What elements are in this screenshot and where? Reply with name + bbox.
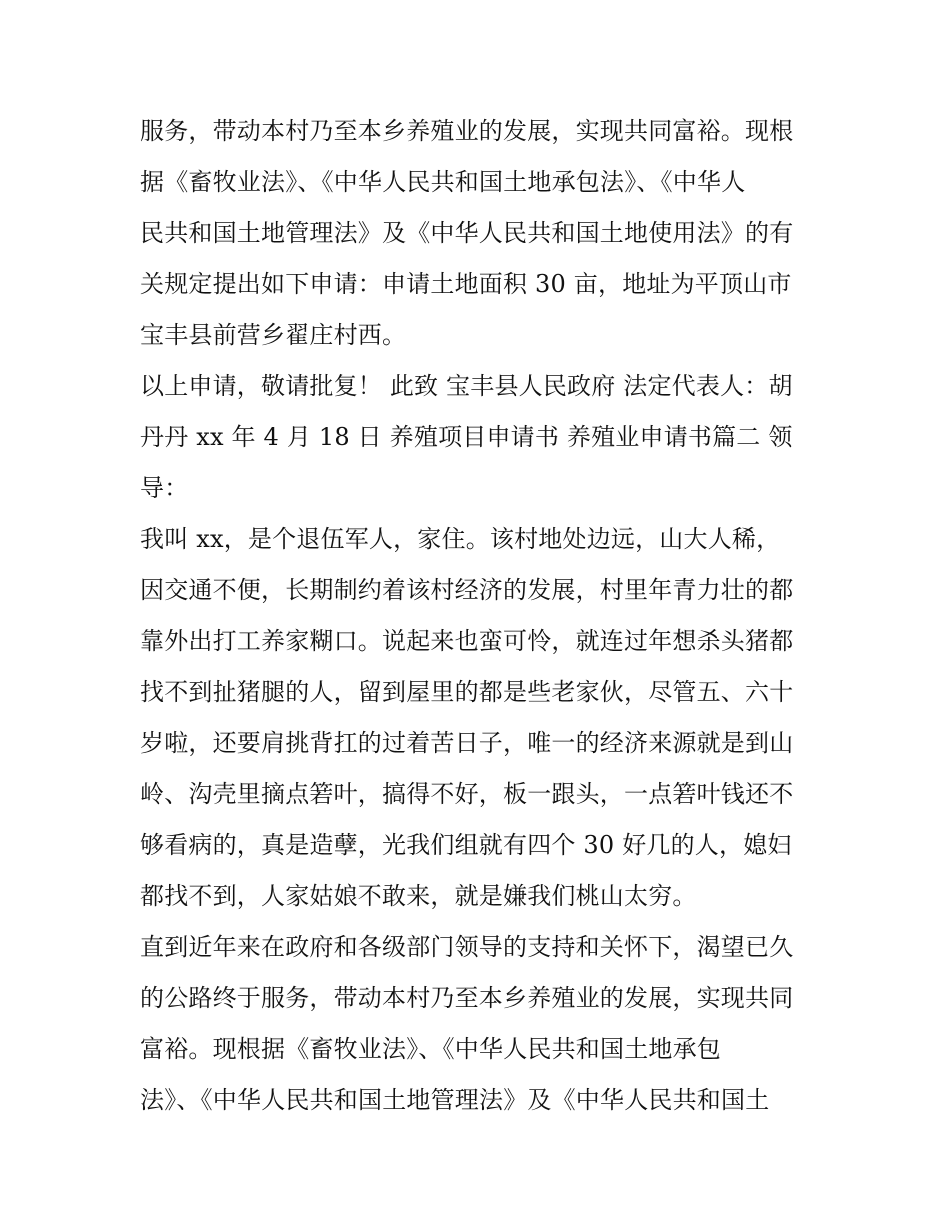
text-line: 我叫 xx，是个退伍军人，家住。该村地处边远，山大人稀，: [140, 525, 781, 553]
text-line: 找不到扯猪腿的人，留到屋里的都是些老家伙，尽管五、六十: [140, 678, 794, 706]
text-line: 丹丹 xx 年 4 月 18 日 养殖项目申请书 养殖业申请书篇二 领: [140, 423, 793, 451]
text-line: 导：: [140, 474, 189, 502]
text-line: 岁啦，还要肩挑背扛的过着苦日子，唯一的经济来源就是到山: [140, 729, 794, 757]
text-line: 都找不到，人家姑娘不敢来，就是嫌我们桃山太穷。: [140, 882, 697, 910]
text-line: 以上申请，敬请批复！ 此致 宝丰县人民政府 法定代表人：胡: [140, 372, 793, 400]
text-line: 服务，带动本村乃至本乡养殖业的发展，实现共同富裕。现根: [140, 117, 794, 145]
text-line: 关规定提出如下申请：申请土地面积 30 亩，地址为平顶山市: [140, 270, 792, 298]
text-line: 的公路终于服务，带动本村乃至本乡养殖业的发展，实现共同: [140, 984, 794, 1012]
text-line: 直到近年来在政府和各级部门领导的支持和关怀下，渴望已久: [140, 933, 794, 961]
text-line: 民共和国土地管理法》及《中华人民共和国土地使用法》的有: [140, 219, 794, 247]
body-text: [140, 106, 820, 1126]
text-line: 因交通不便，长期制约着该村经济的发展，村里年青力壮的都: [140, 576, 794, 604]
text-line: 宝丰县前营乡翟庄村西。: [140, 321, 407, 349]
text-line: 法》、《中华人民共和国土地管理法》及《中华人民共和国土: [140, 1086, 770, 1114]
text-line: 靠外出打工养家糊口。说起来也蛮可怜，就连过年想杀头猪都: [140, 627, 794, 655]
text-line: 富裕。现根据《畜牧业法》、《中华人民共和国土地承包: [140, 1035, 721, 1063]
text-line: 据《畜牧业法》、《中华人民共和国土地承包法》、《中华人: [140, 168, 746, 196]
text-line: 够看病的，真是造孽，光我们组就有四个 30 好几的人，媳妇: [140, 831, 792, 859]
text-line: 岭、沟壳里摘点箬叶，搞得不好，板一跟头，一点箬叶钱还不: [140, 780, 794, 808]
